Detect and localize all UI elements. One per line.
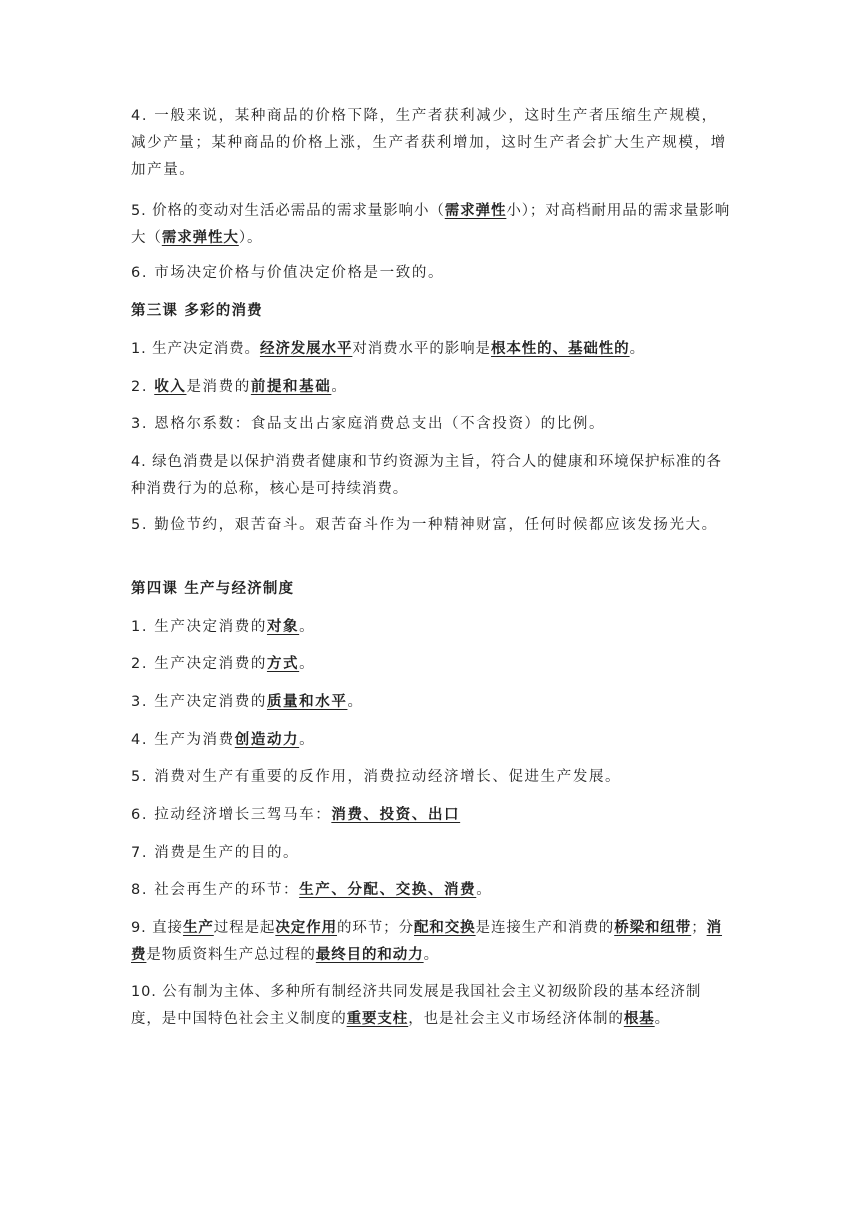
paragraph (131, 915, 731, 969)
paragraph-text: 1. 生产决定消费的 (131, 619, 267, 635)
paragraph (131, 979, 731, 1033)
paragraph-text: 1. 生产决定消费。 (131, 341, 260, 357)
paragraph (131, 614, 731, 641)
keyword-highlight: 前提和基础 (250, 379, 332, 395)
keyword-highlight: 配和交换 (413, 920, 476, 936)
paragraph-text: ，也是社会主义市场经济体制的 (408, 1011, 624, 1027)
paragraph (131, 651, 731, 678)
paragraph-text: 6. 市场决定价格与价值决定价格是一致的。 (131, 265, 445, 281)
paragraph (131, 877, 731, 904)
paragraph (131, 449, 731, 503)
paragraph-text: 5. 价格的变动对生活必需品的需求量影响小（ (131, 203, 445, 219)
paragraph-text: 8. 社会再生产的环节： (131, 882, 300, 898)
paragraph-text: 4. 生产为消费 (131, 732, 235, 748)
keyword-highlight: 生产 (182, 920, 214, 936)
paragraph-text: 。 (299, 619, 316, 635)
paragraph (131, 260, 731, 287)
paragraph-text: 过程是起 (213, 920, 276, 936)
paragraph-text: 7. 消费是生产的目的。 (131, 845, 300, 861)
keyword-highlight: 重要支柱 (346, 1011, 409, 1027)
paragraph (131, 103, 731, 184)
paragraph (131, 802, 731, 829)
paragraph-text: 5. 消费对生产有重要的反作用，消费拉动经济增长、促进生产发展。 (131, 769, 622, 785)
paragraph (131, 840, 731, 867)
paragraph-text: ）。 (238, 230, 263, 246)
keyword-highlight: 需求弹性 (444, 203, 507, 219)
keyword-highlight: 消费、投资、出口 (331, 807, 461, 823)
paragraph-text: 4. 一般来说，某种商品的价格下降，生产者获利减少，这时生产者压缩生产规模，减少产量；某种商品的价格上涨，生产者获利增加，这时生产者会扩大生产规模，增加产量。 (131, 108, 727, 178)
paragraph-text: 是消费的 (186, 379, 251, 395)
paragraph-text: 10. 公有制为主体、多种所有制经济共同发展是我国社会主义初级阶段的基本经济制度，是中国特色社会主义制度的 (131, 984, 702, 1027)
keyword-highlight: 最终目的和动力 (315, 947, 424, 963)
paragraph (131, 727, 731, 754)
keyword-highlight: 根本性的、基础性的 (490, 341, 630, 357)
paragraph (131, 411, 731, 438)
keyword-highlight: 收入 (154, 379, 187, 395)
keyword-highlight: 决定作用 (275, 920, 337, 936)
keyword-highlight: 经济发展水平 (259, 341, 353, 357)
keyword-highlight: 生产、分配、交换、消费 (299, 882, 477, 898)
paragraph-text: 。 (331, 379, 348, 395)
paragraph-text: 3. 生产决定消费的 (131, 694, 267, 710)
paragraph-text: 是连接生产和消费的 (475, 920, 615, 936)
paragraph (131, 689, 731, 716)
paragraph-text: 。 (299, 656, 316, 672)
paragraph-text: 4. 绿色消费是以保护消费者健康和节约资源为主旨，符合人的健康和环境保护标准的各种消费行为的总称，核心是可持续消费。 (131, 454, 722, 497)
keyword-highlight: 质量和水平 (266, 694, 348, 710)
paragraph-text: 。 (476, 882, 493, 898)
paragraph-text: ； (691, 920, 707, 936)
paragraph-text: 。 (423, 947, 440, 963)
paragraph-text: 。 (654, 1011, 671, 1027)
keyword-highlight: 桥梁和纽带 (614, 920, 692, 936)
keyword-highlight: 创造动力 (234, 732, 300, 748)
paragraph-text: 。 (299, 732, 316, 748)
paragraph (131, 374, 731, 401)
paragraph-text: 。 (629, 341, 645, 357)
paragraph-text: 2. 生产决定消费的 (131, 656, 267, 672)
paragraph-text: 2. (131, 379, 155, 395)
paragraph-text: 的环节；分 (336, 920, 414, 936)
paragraph-text: 5. 勤俭节约，艰苦奋斗。艰苦奋斗作为一种精神财富，任何时候都应该发扬光大。 (131, 517, 718, 533)
paragraph (131, 512, 731, 539)
keyword-highlight: 根基 (623, 1011, 655, 1027)
keyword-highlight: 消费 (131, 920, 723, 963)
paragraph (131, 764, 731, 791)
keyword-highlight: 方式 (266, 656, 300, 672)
paragraph (131, 198, 731, 252)
paragraph-text: 6. 拉动经济增长三驾马车： (131, 807, 332, 823)
paragraph-text: 3. 恩格尔系数：食品支出占家庭消费总支出（不含投资）的比例。 (131, 416, 606, 432)
paragraph-text: 。 (347, 694, 364, 710)
keyword-highlight: 需求弹性大 (161, 230, 239, 246)
paragraph-text: 是物质资料生产总过程的 (146, 947, 316, 963)
paragraph-text: 9. 直接 (131, 920, 183, 936)
keyword-highlight: 对象 (266, 619, 300, 635)
section-heading: 第四课 生产与经济制度 (131, 581, 295, 597)
paragraph-text: 小）；对高档耐用品的需求量影响大（ (131, 203, 731, 246)
paragraph (131, 336, 731, 363)
paragraph-text: 对消费水平的影响是 (352, 341, 491, 357)
section-heading: 第三课 多彩的消费 (131, 303, 263, 319)
